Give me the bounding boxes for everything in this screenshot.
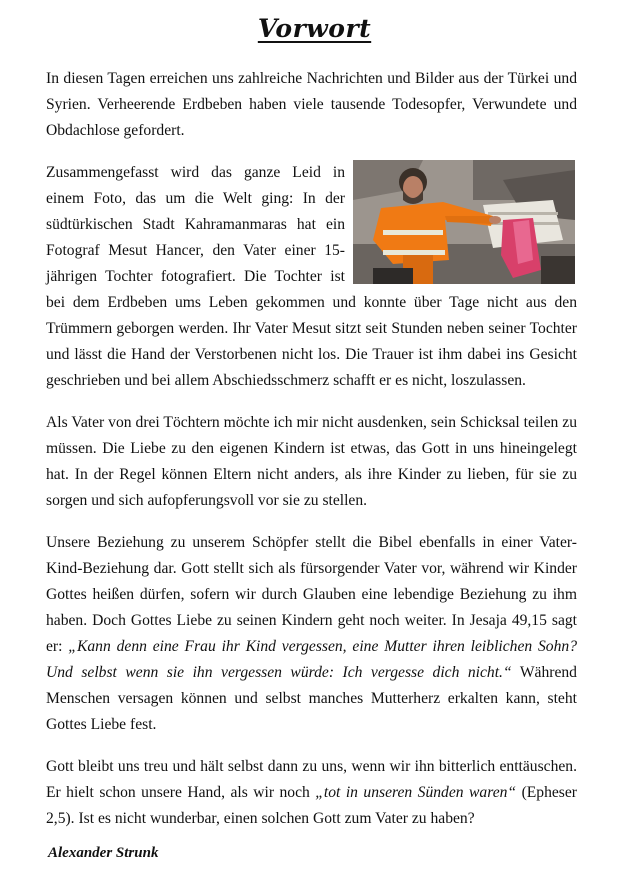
paragraph-4	[46, 530, 577, 738]
paragraph-4-outro: Während Menschen versagen können und selbst manches Mutterherz erkalten kann, steht Gottes Liebe fest.	[46, 664, 577, 733]
paragraph-2	[46, 160, 577, 394]
article-body	[46, 66, 577, 866]
paragraph-2-text: Zusammengefasst wird das ganze Leid in einem Foto, das um die Welt ging: In der südtürkischen Stadt Kahramanmaras hat ein Fotograf Mesut Hancer, den Vater einer 15-jährigen Tochter fotografiert. Die Tochter ist bei dem Erdbeben ums Leben gekommen und konnte über Tage nicht aus den Trümmern geborgen werden. Ihr Vater Mesut sitzt seit Stunden neben seiner Tochter und lässt die Hand der Verstorbenen nicht los. Die Trauer ist ihm dabei ins Gesicht geschrieben und bei allem Abschiedsschmerz schafft er es nicht, loszulassen.	[46, 164, 577, 389]
paragraph-5-outro: (Epheser 2,5). Ist es nicht wunderbar, einen solchen Gott zum Vater zu haben?	[46, 784, 577, 827]
photo-grieving-father-rubble	[353, 160, 575, 284]
paragraph-1: In diesen Tagen erreichen uns zahlreiche Nachrichten und Bilder aus der Türkei und Syrien. Verheerende Erdbeben haben viele tausende Todesopfer, Verwundete und Obdachlose gefordert.	[46, 70, 577, 139]
author-signature: Alexander Strunk	[48, 845, 159, 861]
bible-quote-jesaja: „Kann denn eine Frau ihr Kind vergessen, eine Mutter ihren leiblichen Sohn? Und selbst wenn sie ihn vergessen würde: Ich vergesse dich nicht.“	[46, 638, 577, 681]
paragraph-4-intro: Unsere Beziehung zu unserem Schöpfer stellt die Bibel ebenfalls in einer Vater-Kind-Beziehung dar. Gott stellt sich als fürsorgender Vater vor, während wir Kinder Gottes heißen dürfen, sofern wir durch Glauben eine lebendige Beziehung zu ihm haben. Doch Gottes Liebe zu seinen Kindern geht noch weiter. In Jesaja 49,15 sagt er:	[46, 534, 577, 655]
page-title: Vorwort	[257, 14, 372, 43]
news-photo	[353, 160, 575, 284]
paragraph-5-intro: Gott bleibt uns treu und hält selbst dann zu uns, wenn wir ihn bitterlich enttäuschen. Er hielt schon unsere Hand, als wir noch	[46, 758, 577, 801]
paragraph-3: Als Vater von drei Töchtern möchte ich mir nicht ausdenken, sein Schicksal teilen zu müssen. Die Liebe zu den eigenen Kindern ist etwas, das Gott in uns hineingelegt hat. In der Regel können Eltern nicht anders, als ihre Kinder zu lieben, für sie zu sorgen und sich aufopferungsvoll vor sie zu stellen.	[46, 414, 577, 509]
paragraph-5	[46, 754, 577, 832]
bible-quote-epheser: „tot in unseren Sünden waren“	[315, 784, 517, 801]
